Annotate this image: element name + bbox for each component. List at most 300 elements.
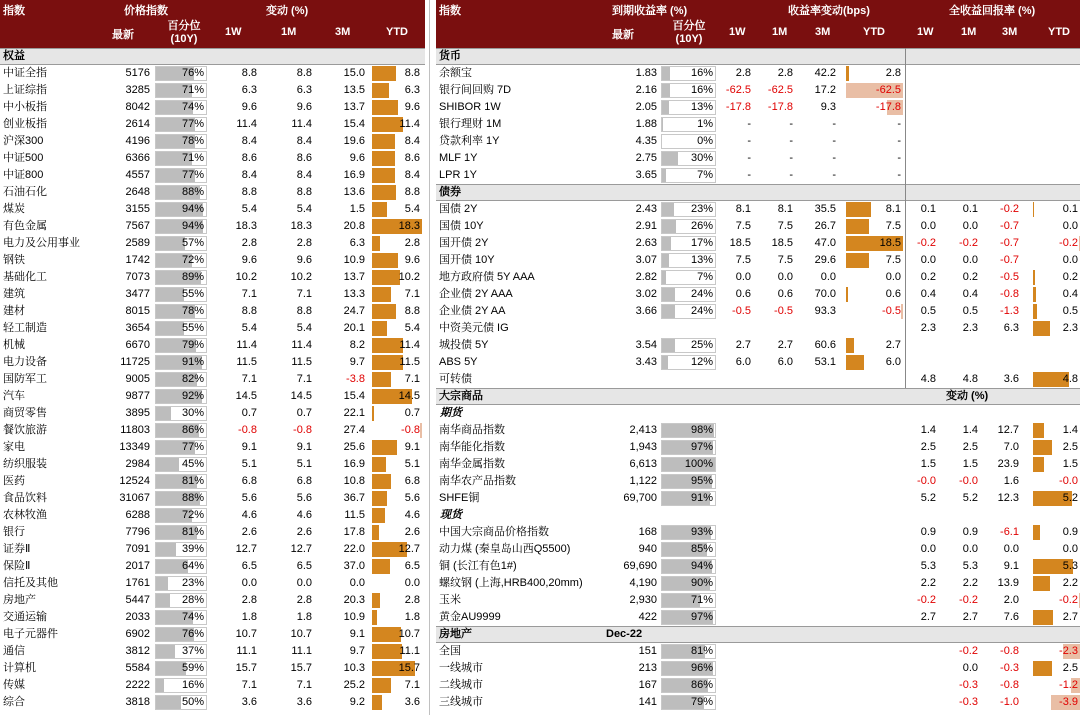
change-1m: 0.0 [777, 271, 793, 283]
table-row [436, 303, 1080, 320]
percentile-cell [155, 559, 207, 574]
return-3m: -0.3 [1000, 662, 1019, 674]
percentile-value: 94% [181, 220, 204, 232]
ytd-bar [372, 593, 380, 608]
percentile-cell [661, 117, 716, 132]
ytd-value: 5.2 [1062, 492, 1078, 504]
table-row [436, 524, 1080, 541]
percentile-cell [661, 661, 716, 676]
row-name: 食品饮料 [3, 492, 47, 504]
percentile-cell [155, 678, 207, 693]
percentile-cell [661, 253, 716, 268]
ytd-value: 9.6 [404, 101, 420, 113]
ytd-bar-cell [846, 133, 903, 150]
ytd-bar [1033, 661, 1052, 676]
ytd-bar-cell [372, 507, 422, 524]
percentile-cell [155, 610, 207, 625]
latest-value: 5584 [125, 662, 150, 674]
return-3m: 2.0 [1003, 594, 1019, 606]
return-3m: 7.0 [1003, 441, 1019, 453]
ytd-bar [846, 338, 854, 353]
ytd-bar-cell [1033, 677, 1080, 694]
row-name: 黄金AU9999 [439, 611, 501, 623]
percentile-fill [662, 169, 666, 182]
change-3m: 13.7 [343, 101, 365, 113]
percentile-cell [155, 236, 207, 251]
change-1m: 14.5 [290, 390, 312, 402]
table-row [436, 592, 1080, 609]
percentile-value: 81% [181, 526, 204, 538]
ytd-bar [1033, 321, 1050, 336]
ytd-bar-cell [372, 235, 422, 252]
table-row [0, 133, 425, 150]
row-name: SHIBOR 1W [439, 101, 501, 113]
return-1w: 1.5 [920, 458, 936, 470]
change-1w: 18.3 [235, 220, 257, 232]
change-3m: - [832, 118, 836, 130]
percentile-value: 91% [690, 492, 713, 504]
table-row [0, 269, 425, 286]
change-1m: 11.5 [291, 356, 312, 368]
change-1w: 10.2 [235, 271, 257, 283]
change-1m: 2.6 [296, 526, 312, 538]
latest-value: 2.91 [635, 220, 657, 232]
return-3m: 1.6 [1003, 475, 1019, 487]
change-1w: 5.1 [241, 458, 257, 470]
percentile-value: 0% [697, 135, 713, 147]
ytd-value: 7.1 [404, 679, 420, 691]
ytd-bar-cell [846, 235, 903, 252]
ytd-value: 10.2 [398, 271, 420, 283]
change-1m: 2.8 [777, 67, 793, 79]
ytd-bar-cell [846, 269, 903, 286]
row-name: 银行理财 1M [439, 118, 502, 130]
ytd-bar [1033, 423, 1044, 438]
table-row [436, 575, 1080, 592]
ytd-bar [372, 491, 387, 506]
ytd-bar [1033, 287, 1036, 302]
table-row [436, 320, 1080, 337]
ytd-value: 2.3 [1062, 322, 1078, 334]
ytd-bar-cell [372, 473, 422, 490]
latest-value: 422 [638, 611, 657, 623]
table-row [0, 218, 425, 235]
ytd-bar-cell [372, 150, 422, 167]
row-name: 通信 [3, 645, 25, 657]
ytd-bar-cell [846, 201, 903, 218]
change-1m: 18.3 [290, 220, 312, 232]
return-1m: -0.2 [959, 594, 978, 606]
percentile-cell [661, 355, 716, 370]
percentile-value: 57% [181, 237, 204, 249]
table-row [436, 371, 1080, 388]
change-1w: 7.1 [241, 373, 257, 385]
ytd-value: 2.5 [1062, 662, 1078, 674]
return-1m: 4.8 [962, 373, 978, 385]
return-1m: 0.9 [962, 526, 978, 538]
ytd-bar [372, 270, 400, 285]
ytd-value: 1.8 [404, 611, 420, 623]
change-3m: 22.0 [343, 543, 365, 555]
ytd-value: - [897, 118, 901, 130]
percentile-fill [662, 288, 675, 301]
change-1m: -62.5 [767, 84, 793, 96]
percentile-value: 98% [690, 424, 713, 436]
ytd-value: 11.5 [399, 356, 420, 368]
table-row [0, 473, 425, 490]
ytd-value: 0.7 [404, 407, 420, 419]
table-row [436, 541, 1080, 558]
return-1m: 2.5 [962, 441, 978, 453]
change-1w: 5.4 [241, 322, 257, 334]
ytd-bar [372, 83, 389, 98]
table-row [436, 269, 1080, 286]
change-1w: 8.4 [241, 135, 257, 147]
table-row [436, 694, 1080, 711]
row-name: 地方政府债 5Y AAA [439, 271, 535, 283]
percentile-cell [661, 644, 716, 659]
percentile-cell [155, 440, 207, 455]
latest-value: 13349 [119, 441, 150, 453]
ytd-bar [372, 508, 385, 523]
ytd-bar-cell [1033, 609, 1080, 626]
percentile-fill [156, 696, 181, 709]
ytd-bar-cell [372, 626, 422, 643]
row-name: 南华能化指数 [439, 441, 505, 453]
latest-value: 2589 [125, 237, 150, 249]
ytd-bar-cell [372, 592, 422, 609]
percentile-cell [661, 474, 716, 489]
table-row [436, 422, 1080, 439]
table-row [0, 167, 425, 184]
change-1m: 8.8 [296, 305, 312, 317]
latest-value: 3.54 [635, 339, 657, 351]
change-1m: 0.6 [777, 288, 793, 300]
ytd-value: 0.1 [1062, 203, 1078, 215]
latest-value: 151 [638, 645, 657, 657]
latest-value: 8042 [125, 101, 150, 113]
change-1w: 11.1 [236, 645, 257, 657]
ytd-value: 2.8 [885, 67, 901, 79]
change-3m: 9.2 [349, 696, 365, 708]
ytd-value: 2.5 [1062, 441, 1078, 453]
change-1w: 6.3 [241, 84, 257, 96]
ytd-bar-cell [1033, 439, 1080, 456]
latest-value: 6,613 [629, 458, 657, 470]
row-name: 基础化工 [3, 271, 47, 283]
section-label: 债券 [439, 186, 461, 198]
percentile-cell [661, 151, 716, 166]
ytd-bar [846, 202, 871, 217]
return-1m: 0.0 [962, 220, 978, 232]
change-1m: 8.8 [296, 186, 312, 198]
change-3m: 15.0 [343, 67, 365, 79]
latest-value: 4,190 [629, 577, 657, 589]
ytd-bar-cell [1033, 303, 1080, 320]
percentile-value: 81% [181, 475, 204, 487]
percentile-fill [156, 407, 171, 420]
percentile-value: 86% [181, 424, 204, 436]
change-3m: 11.5 [344, 509, 365, 521]
change-1w: 12.7 [235, 543, 257, 555]
percentile-cell [155, 355, 207, 370]
change-1m: - [789, 152, 793, 164]
ytd-value: 8.1 [885, 203, 901, 215]
row-name: 螺纹钢 (上海,HRB400,20mm) [439, 577, 583, 589]
ytd-bar [372, 202, 387, 217]
col-3m: 3M [335, 26, 351, 38]
ytd-value: 7.5 [885, 254, 901, 266]
return-3m: -0.8 [1000, 288, 1019, 300]
percentile-value: 71% [181, 152, 204, 164]
change-1m: 6.0 [777, 356, 793, 368]
table-row [0, 541, 425, 558]
latest-value: 2.75 [635, 152, 657, 164]
percentile-fill [156, 288, 184, 301]
percentile-cell [661, 559, 716, 574]
ytd-bar-cell [1033, 354, 1080, 371]
percentile-cell [155, 576, 207, 591]
ytd-value: 2.2 [1062, 577, 1078, 589]
percentile-value: 55% [181, 288, 204, 300]
latest-value: 11803 [120, 424, 150, 436]
change-1m: 12.7 [290, 543, 312, 555]
percentile-value: 88% [181, 186, 204, 198]
return-3m: -0.2 [1000, 203, 1019, 215]
col-tr-3m: 3M [1002, 26, 1018, 38]
change-3m: - [832, 169, 836, 181]
percentile-cell [661, 66, 716, 81]
percentile-cell [155, 66, 207, 81]
ytd-value: 5.1 [404, 458, 420, 470]
ytd-bar [372, 168, 395, 183]
change-1w: 8.6 [241, 152, 257, 164]
percentile-cell [661, 593, 716, 608]
return-1w: 2.3 [920, 322, 936, 334]
table-row [0, 558, 425, 575]
latest-value: 2.16 [635, 84, 657, 96]
ytd-value: -0.2 [1059, 594, 1078, 606]
percentile-cell [155, 389, 207, 404]
ytd-bar-cell [372, 354, 422, 371]
percentile-value: 55% [181, 322, 204, 334]
change-3m: 93.3 [814, 305, 836, 317]
change-3m: 13.6 [343, 186, 365, 198]
latest-value: 31067 [119, 492, 150, 504]
return-1m: -0.3 [959, 696, 978, 708]
column-divider [905, 48, 906, 388]
percentile-fill [662, 237, 671, 250]
row-name: SHFE铜 [439, 492, 480, 504]
percentile-value: 23% [690, 203, 713, 215]
table-row [436, 82, 1080, 99]
percentile-fill [662, 152, 678, 165]
ytd-bar-cell [1033, 490, 1080, 507]
row-name: 一线城市 [439, 662, 483, 674]
change-3m: 9.6 [349, 152, 365, 164]
ytd-bar-cell [372, 524, 422, 541]
ytd-value: 0.0 [1062, 220, 1078, 232]
percentile-cell [661, 338, 716, 353]
table-row [436, 252, 1080, 269]
row-name: 商贸零售 [3, 407, 47, 419]
percentile-cell [661, 695, 716, 710]
row-name: 企业债 2Y AAA [439, 288, 513, 300]
latest-value: 8015 [125, 305, 150, 317]
latest-value: 1742 [125, 254, 150, 266]
row-name: 国债 10Y [439, 220, 484, 232]
change-1w: -62.5 [725, 84, 751, 96]
percentile-cell [661, 270, 716, 285]
return-1w: 0.0 [920, 543, 936, 555]
change-3m: 16.9 [343, 458, 365, 470]
percentile-value: 97% [690, 441, 713, 453]
percentile-fill [662, 254, 669, 267]
col-total-return: 全收益回报率 (%) [949, 5, 1036, 17]
ytd-bar [372, 678, 391, 693]
table-row [436, 65, 1080, 82]
ytd-value: 0.0 [1062, 254, 1078, 266]
return-1w: 2.5 [920, 441, 936, 453]
table-row [0, 609, 425, 626]
ytd-value: 5.4 [404, 322, 420, 334]
ytd-value: 2.7 [1062, 611, 1078, 623]
change-1m: 9.6 [296, 254, 312, 266]
return-1w: 0.5 [920, 305, 936, 317]
change-3m: 25.6 [343, 441, 365, 453]
ytd-bar [372, 253, 398, 268]
latest-value: 3.66 [635, 305, 657, 317]
change-3m: 13.3 [343, 288, 365, 300]
latest-value: 3.65 [635, 169, 657, 181]
change-1w: 4.6 [241, 509, 257, 521]
row-name: 南华金属指数 [439, 458, 505, 470]
change-1w: 14.5 [235, 390, 257, 402]
change-1m: 18.5 [771, 237, 793, 249]
change-1m: 7.5 [777, 254, 793, 266]
change-1m: 2.7 [777, 339, 793, 351]
change-3m: 27.4 [343, 424, 365, 436]
ytd-value: 8.8 [404, 186, 420, 198]
ytd-bar [1033, 525, 1040, 540]
change-1w: 5.6 [241, 492, 257, 504]
ytd-bar-cell [372, 303, 422, 320]
percentile-cell [155, 219, 207, 234]
latest-value: 2984 [125, 458, 150, 470]
return-3m: -0.7 [1000, 237, 1019, 249]
ytd-bar-cell [1033, 218, 1080, 235]
table-row [436, 439, 1080, 456]
change-1w: 10.7 [235, 628, 257, 640]
ytd-bar-cell [846, 286, 903, 303]
change-1w: -0.8 [238, 424, 257, 436]
table-row [436, 473, 1080, 490]
ytd-value: 9.6 [404, 254, 420, 266]
row-name: 国开债 10Y [439, 254, 495, 266]
percentile-value: 71% [181, 84, 204, 96]
ytd-bar-cell [372, 456, 422, 473]
ytd-value: 7.1 [404, 373, 420, 385]
row-name: 信托及其他 [3, 577, 58, 589]
latest-value: 3285 [125, 84, 150, 96]
percentile-value: 13% [690, 101, 713, 113]
change-3m: 10.8 [343, 475, 365, 487]
table-row [0, 235, 425, 252]
change-1m: -0.5 [774, 305, 793, 317]
percentile-cell [155, 695, 207, 710]
ytd-bar-cell [846, 150, 903, 167]
change-3m: 15.4 [343, 390, 365, 402]
ytd-bar-cell [372, 609, 422, 626]
change-3m: 70.0 [814, 288, 836, 300]
change-1w: 6.8 [241, 475, 257, 487]
percentile-value: 7% [697, 169, 713, 181]
return-1w: 2.2 [920, 577, 936, 589]
row-name: 国债 2Y [439, 203, 478, 215]
ytd-value: 6.8 [404, 475, 420, 487]
latest-value: 4557 [125, 169, 150, 181]
panel-divider [429, 0, 430, 715]
change-3m: 10.9 [343, 254, 365, 266]
ytd-bar [846, 253, 869, 268]
latest-value: 4196 [125, 135, 150, 147]
percentile-cell [661, 287, 716, 302]
ytd-value: 4.8 [1062, 373, 1078, 385]
percentile-value: 64% [181, 560, 204, 572]
change-1m: 6.5 [296, 560, 312, 572]
ytd-bar-cell [1033, 269, 1080, 286]
latest-value: 7091 [125, 543, 150, 555]
latest-value: 3895 [125, 407, 150, 419]
return-3m: -6.1 [1000, 526, 1019, 538]
col-tr-ytd: YTD [1048, 26, 1070, 38]
return-1m: 0.4 [962, 288, 978, 300]
return-1m: -0.3 [959, 679, 978, 691]
table-row [0, 694, 425, 711]
return-1w: 1.4 [920, 424, 936, 436]
ytd-bar-cell [1033, 558, 1080, 575]
table-row [0, 643, 425, 660]
col-tr-1w: 1W [917, 26, 934, 38]
change-3m: 24.7 [343, 305, 365, 317]
row-name: 国防军工 [3, 373, 47, 385]
section-real-estate [436, 626, 1080, 643]
table-row [0, 303, 425, 320]
ytd-bar-cell [372, 201, 422, 218]
ytd-value: 18.3 [398, 220, 420, 232]
ytd-value: - [897, 152, 901, 164]
percentile-fill [156, 577, 168, 590]
change-3m: 9.7 [349, 645, 365, 657]
percentile-fill [662, 356, 668, 369]
table-row [0, 490, 425, 507]
change-1m: 5.1 [296, 458, 312, 470]
ytd-bar-cell [372, 116, 422, 133]
change-3m: 42.2 [814, 67, 836, 79]
percentile-cell [155, 491, 207, 506]
change-1m: 8.4 [296, 135, 312, 147]
percentile-fill [662, 101, 669, 114]
col-price-index: 价格指数 [124, 5, 168, 17]
equity-rows [0, 65, 425, 711]
row-name: 建材 [3, 305, 25, 317]
ytd-bar-cell [372, 218, 422, 235]
change-1w: 2.8 [241, 594, 257, 606]
ytd-value: 5.3 [1062, 560, 1078, 572]
change-1m: 2.8 [296, 237, 312, 249]
col-1m: 1M [281, 26, 297, 38]
change-1w: 11.5 [236, 356, 257, 368]
